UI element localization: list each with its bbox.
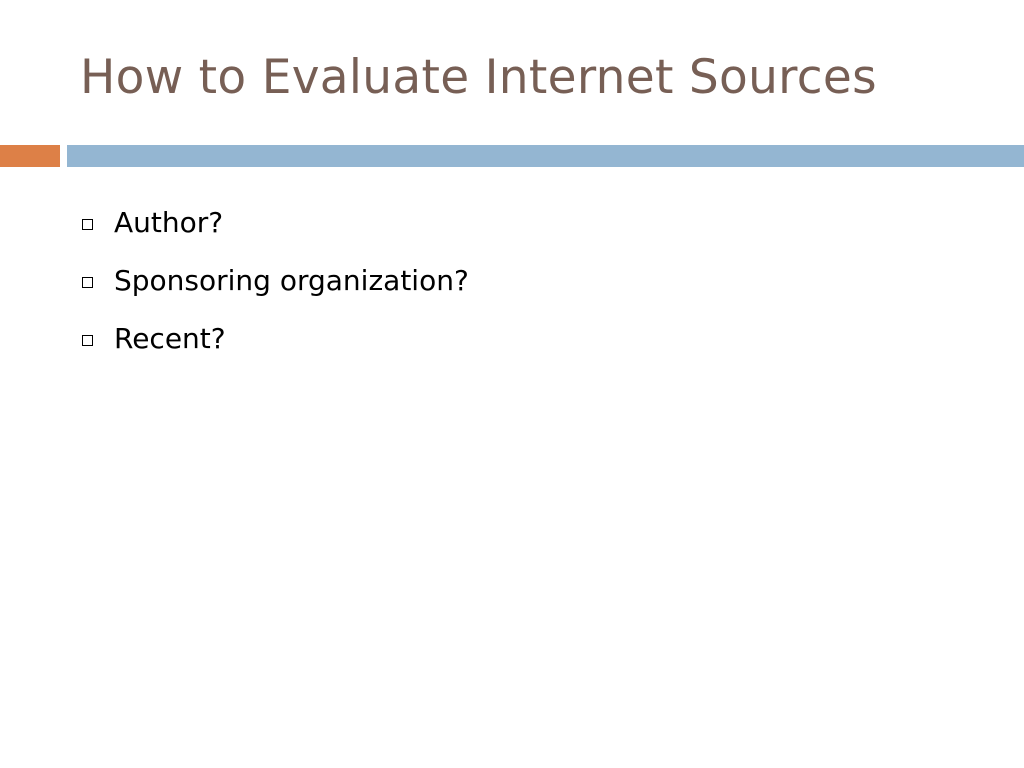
hollow-square-icon xyxy=(82,219,93,230)
bullet-item xyxy=(82,251,469,309)
hollow-square-icon xyxy=(82,277,93,288)
bullet-item xyxy=(82,193,469,251)
accent-bar-left xyxy=(0,145,60,167)
bullet-item xyxy=(82,309,469,367)
bullet-text: Author? xyxy=(114,205,224,239)
bullet-text: Recent? xyxy=(114,321,226,355)
accent-bar-right xyxy=(67,145,1024,167)
bullet-text: Sponsoring organization? xyxy=(114,263,469,297)
slide-title: How to Evaluate Internet Sources xyxy=(80,50,877,105)
bullet-list xyxy=(82,193,469,367)
hollow-square-icon xyxy=(82,335,93,346)
